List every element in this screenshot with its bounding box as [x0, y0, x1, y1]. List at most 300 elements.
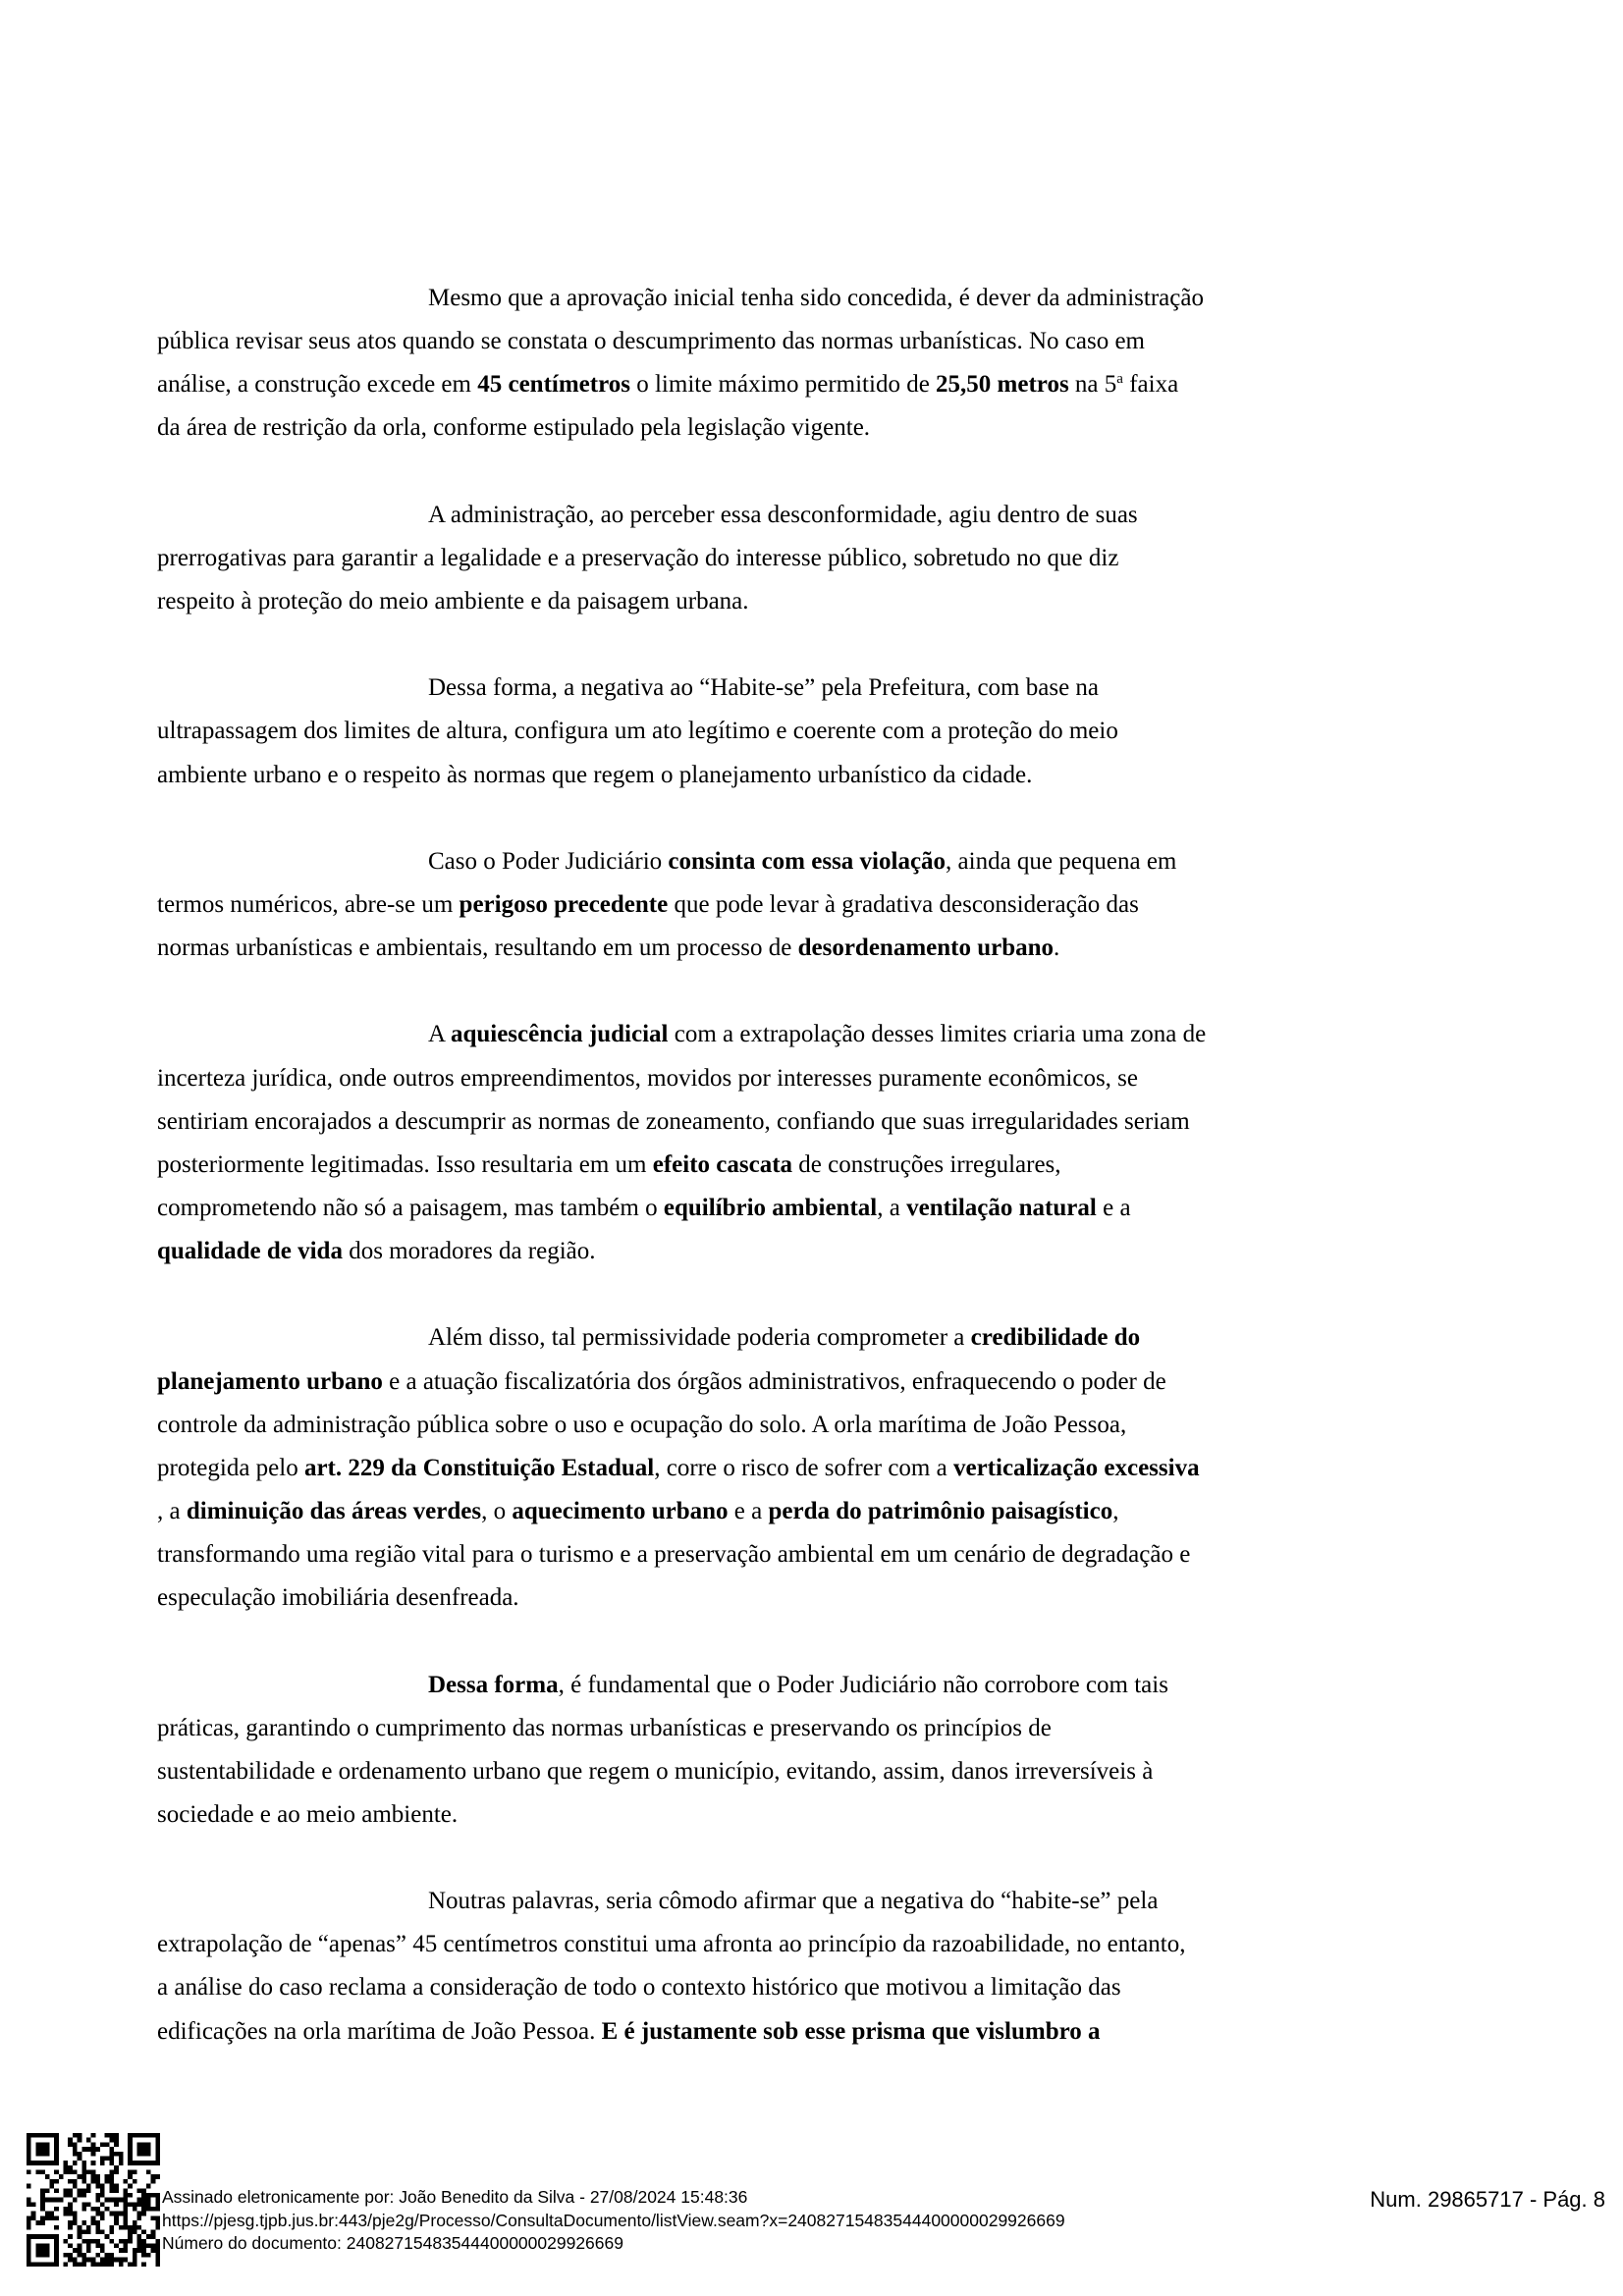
qr-module: [100, 2161, 105, 2165]
qr-module: [35, 2244, 40, 2249]
qr-module: [27, 2202, 31, 2207]
bold-text: aquecimento urbano: [512, 1497, 729, 1524]
qr-module: [146, 2234, 151, 2239]
qr-module: [123, 2202, 128, 2207]
qr-module: [68, 2207, 73, 2212]
qr-module: [133, 2179, 137, 2184]
qr-module: [86, 2229, 91, 2234]
qr-module: [100, 2142, 105, 2147]
qr-module: [114, 2170, 119, 2175]
qr-module: [146, 2244, 151, 2249]
qr-module: [109, 2184, 114, 2189]
qr-module: [68, 2188, 73, 2193]
qr-module: [109, 2133, 114, 2138]
qr-module: [155, 2239, 160, 2244]
paragraph: [157, 277, 1434, 451]
qr-module: [123, 2193, 128, 2198]
qr-module: [137, 2225, 142, 2230]
qr-module: [49, 2179, 54, 2184]
qr-module: [27, 2133, 31, 2138]
text-line: [157, 580, 1434, 623]
qr-module: [119, 2152, 124, 2157]
bold-text: art. 229 da Constituição Estadual: [303, 1454, 655, 1481]
qr-module: [105, 2234, 110, 2239]
qr-module: [31, 2212, 36, 2216]
qr-module: [64, 2165, 69, 2170]
qr-module: [64, 2207, 69, 2212]
qr-module: [137, 2198, 142, 2203]
qr-module: [54, 2170, 59, 2175]
text-run: , a: [877, 1194, 907, 1221]
qr-module: [54, 2152, 59, 2157]
qr-module: [78, 2152, 82, 2157]
qr-module: [54, 2142, 59, 2147]
qr-module: [146, 2133, 151, 2138]
qr-module: [95, 2179, 100, 2184]
qr-module: [114, 2138, 119, 2143]
qr-module: [68, 2142, 73, 2147]
qr-module: [31, 2133, 36, 2138]
qr-module: [141, 2152, 146, 2157]
text-line: [157, 1707, 1434, 1750]
qr-module: [137, 2202, 142, 2207]
qr-module: [54, 2133, 59, 2138]
qr-module: [141, 2239, 146, 2244]
qr-module: [151, 2248, 156, 2253]
qr-module: [73, 2170, 78, 2175]
qr-module: [35, 2248, 40, 2253]
qr-module: [119, 2239, 124, 2244]
bold-text: E é justamente sob esse prisma que vislumbro a: [601, 2017, 1101, 2045]
text-run: Dessa forma, a negativa ao “Habite-se” pela Prefeitura, com base na: [428, 674, 1100, 702]
qr-module: [100, 2244, 105, 2249]
qr-module: [81, 2193, 86, 2198]
qr-module: [49, 2234, 54, 2239]
qr-module: [109, 2138, 114, 2143]
qr-module: [151, 2133, 156, 2138]
qr-module: [109, 2229, 114, 2234]
paragraph-spacer: [157, 1273, 1434, 1316]
qr-module: [128, 2202, 133, 2207]
qr-module: [27, 2161, 31, 2165]
qr-module: [151, 2161, 156, 2165]
text-line: [157, 2010, 1434, 2054]
qr-module: [40, 2152, 45, 2157]
qr-module: [146, 2202, 151, 2207]
qr-module: [119, 2262, 124, 2267]
qr-module: [27, 2234, 31, 2239]
qr-module: [45, 2133, 50, 2138]
qr-module: [109, 2262, 114, 2267]
text-line: [157, 1447, 1434, 1490]
qr-module: [86, 2248, 91, 2253]
qr-module: [54, 2156, 59, 2161]
qr-module: [100, 2156, 105, 2161]
qr-module: [27, 2248, 31, 2253]
qr-module: [78, 2225, 82, 2230]
qr-module: [109, 2174, 114, 2179]
qr-module: [40, 2188, 45, 2193]
qr-module: [54, 2207, 59, 2212]
qr-module: [114, 2244, 119, 2249]
qr-module: [128, 2262, 133, 2267]
qr-module: [133, 2202, 137, 2207]
qr-module: [45, 2174, 50, 2179]
qr-module: [27, 2170, 31, 2175]
qr-module: [95, 2147, 100, 2152]
qr-module: [141, 2161, 146, 2165]
qr-module: [54, 2262, 59, 2267]
qr-module: [119, 2156, 124, 2161]
bold-text: ventilação natural: [906, 1194, 1097, 1221]
qr-module: [141, 2244, 146, 2249]
qr-module: [40, 2207, 45, 2212]
qr-module: [119, 2198, 124, 2203]
qr-module: [91, 2207, 96, 2212]
qr-module: [95, 2262, 100, 2267]
qr-module: [45, 2142, 50, 2147]
qr-module: [133, 2133, 137, 2138]
text-line: [157, 840, 1434, 883]
qr-module: [49, 2161, 54, 2165]
qr-module: [64, 2161, 69, 2165]
qr-module: [141, 2142, 146, 2147]
qr-module: [81, 2229, 86, 2234]
qr-module: [45, 2253, 50, 2258]
qr-module: [137, 2147, 142, 2152]
qr-module: [78, 2253, 82, 2258]
qr-module: [123, 2216, 128, 2220]
qr-module: [95, 2244, 100, 2249]
qr-module: [54, 2239, 59, 2244]
qr-module: [123, 2248, 128, 2253]
qr-module: [141, 2229, 146, 2234]
paragraph: [157, 1013, 1434, 1273]
qr-module: [155, 2174, 160, 2179]
qr-module: [64, 2188, 69, 2193]
text-run: Caso o Poder Judiciário: [428, 847, 669, 875]
signature-block: [162, 2186, 1065, 2256]
text-run: transformando uma região vital para o turismo e a preservação ambiental em um cenário de degradação e: [157, 1541, 1191, 1569]
qr-module: [91, 2258, 96, 2263]
qr-module: [109, 2156, 114, 2161]
text-run: respeito à proteção do meio ambiente e da paisagem urbana.: [157, 587, 749, 614]
qr-module: [73, 2248, 78, 2253]
qr-module: [114, 2188, 119, 2193]
qr-module: [133, 2248, 137, 2253]
qr-module: [73, 2161, 78, 2165]
qr-module: [128, 2184, 133, 2189]
qr-module: [141, 2147, 146, 2152]
qr-module: [49, 2133, 54, 2138]
qr-module: [100, 2188, 105, 2193]
qr-module: [40, 2147, 45, 2152]
text-run: sentiriam encorajados a descumprir as normas de zoneamento, confiando que suas irregularidades seriam: [157, 1107, 1190, 1135]
qr-module: [91, 2142, 96, 2147]
bold-text: 25,50 metros: [936, 371, 1069, 399]
document-url[interactable]: https://pjesg.tjpb.jus.br:443/pje2g/Processo/ConsultaDocumento/listView.seam?x=24082715483544400000029926669: [162, 2210, 1065, 2230]
qr-module: [27, 2198, 31, 2203]
qr-module: [78, 2248, 82, 2253]
text-run: prerrogativas para garantir a legalidade e a preservação do interesse público, sobretudo no que diz: [157, 544, 1119, 571]
text-run: edificações na orla marítima de João Pessoa.: [157, 2017, 602, 2045]
qr-module: [27, 2239, 31, 2244]
text-line: [157, 537, 1434, 580]
qr-module: [91, 2170, 96, 2175]
qr-module: [91, 2216, 96, 2220]
qr-module: [78, 2156, 82, 2161]
qr-module: [68, 2193, 73, 2198]
qr-module: [95, 2229, 100, 2234]
qr-module: [128, 2156, 133, 2161]
qr-module: [81, 2253, 86, 2258]
text-line: [157, 1576, 1434, 1620]
text-line: [157, 883, 1434, 927]
qr-module: [141, 2207, 146, 2212]
qr-module: [45, 2198, 50, 2203]
bold-text: Dessa forma: [428, 1671, 559, 1698]
qr-module: [155, 2202, 160, 2207]
qr-module: [141, 2253, 146, 2258]
qr-module: [109, 2225, 114, 2230]
qr-module: [146, 2207, 151, 2212]
qr-module: [155, 2248, 160, 2253]
qr-module: [45, 2212, 50, 2216]
text-run: A: [428, 1021, 451, 1048]
qr-module: [73, 2216, 78, 2220]
qr-module: [91, 2174, 96, 2179]
qr-module: [68, 2202, 73, 2207]
qr-module: [123, 2220, 128, 2225]
qr-module: [151, 2174, 156, 2179]
qr-module: [133, 2220, 137, 2225]
qr-module: [45, 2234, 50, 2239]
qr-module: [133, 2170, 137, 2175]
qr-module: [155, 2138, 160, 2143]
qr-module: [81, 2207, 86, 2212]
qr-module: [35, 2262, 40, 2267]
qr-module: [137, 2161, 142, 2165]
qr-module: [105, 2207, 110, 2212]
qr-module: [78, 2234, 82, 2239]
qr-module: [151, 2193, 156, 2198]
qr-module: [109, 2253, 114, 2258]
qr-module: [114, 2216, 119, 2220]
qr-module: [54, 2138, 59, 2143]
qr-module: [105, 2133, 110, 2138]
qr-module: [109, 2239, 114, 2244]
qr-module: [54, 2225, 59, 2230]
qr-module: [109, 2212, 114, 2216]
qr-module: [100, 2193, 105, 2198]
qr-module: [54, 2253, 59, 2258]
qr-module: [49, 2216, 54, 2220]
document-number: Número do documento: 24082715483544400000029926669: [162, 2233, 623, 2253]
qr-module: [68, 2165, 73, 2170]
qr-module: [81, 2220, 86, 2225]
qr-module: [54, 2188, 59, 2193]
qr-module: [49, 2198, 54, 2203]
qr-module: [155, 2133, 160, 2138]
qr-module: [86, 2239, 91, 2244]
qr-module: [35, 2142, 40, 2147]
qr-module: [49, 2212, 54, 2216]
qr-module: [155, 2258, 160, 2263]
qr-module: [59, 2174, 64, 2179]
text-line: [157, 363, 1434, 406]
qr-module: [137, 2244, 142, 2249]
text-line: [157, 1187, 1434, 1230]
text-run: , a: [157, 1497, 187, 1524]
qr-module: [114, 2184, 119, 2189]
qr-module: [35, 2161, 40, 2165]
qr-module: [81, 2188, 86, 2193]
qr-code-icon: [27, 2133, 160, 2267]
qr-module: [109, 2188, 114, 2193]
text-line: [157, 320, 1434, 363]
text-run: , o: [481, 1497, 513, 1524]
qr-module: [68, 2244, 73, 2249]
qr-module: [133, 2229, 137, 2234]
qr-module: [128, 2229, 133, 2234]
text-line: [157, 710, 1434, 753]
qr-module: [155, 2156, 160, 2161]
text-line: [157, 1793, 1434, 1837]
qr-module: [45, 2248, 50, 2253]
qr-module: [95, 2225, 100, 2230]
qr-module: [40, 2262, 45, 2267]
qr-module: [100, 2258, 105, 2263]
text-run: ,: [1112, 1497, 1119, 1524]
text-line: [157, 1230, 1434, 1273]
qr-module: [109, 2179, 114, 2184]
qr-module: [54, 2147, 59, 2152]
qr-module: [40, 2161, 45, 2165]
qr-module: [49, 2184, 54, 2189]
qr-module: [78, 2193, 82, 2198]
qr-module: [86, 2170, 91, 2175]
qr-module: [141, 2188, 146, 2193]
qr-module: [86, 2258, 91, 2263]
qr-module: [81, 2202, 86, 2207]
text-run: normas urbanísticas e ambientais, resultando em um processo de: [157, 934, 798, 962]
text-line: [157, 1013, 1434, 1056]
qr-module: [31, 2216, 36, 2220]
text-line: [157, 1100, 1434, 1144]
qr-module: [35, 2147, 40, 2152]
qr-module: [155, 2207, 160, 2212]
text-run: e a: [728, 1497, 769, 1524]
qr-module: [105, 2262, 110, 2267]
qr-module: [114, 2152, 119, 2157]
qr-module: [27, 2184, 31, 2189]
qr-module: [73, 2152, 78, 2157]
qr-module: [105, 2258, 110, 2263]
qr-module: [123, 2207, 128, 2212]
qr-module: [114, 2258, 119, 2263]
text-line: [157, 406, 1434, 450]
bold-text: qualidade de vida: [157, 1238, 343, 1265]
qr-module: [151, 2244, 156, 2249]
qr-module: [146, 2142, 151, 2147]
qr-module: [45, 2188, 50, 2193]
qr-module: [119, 2212, 124, 2216]
text-run: incerteza jurídica, onde outros empreendimentos, movidos por interesses puramente econômicos, se: [157, 1064, 1138, 1092]
qr-module: [81, 2165, 86, 2170]
qr-module: [54, 2198, 59, 2203]
qr-module: [114, 2202, 119, 2207]
qr-module: [78, 2138, 82, 2143]
qr-module: [109, 2198, 114, 2203]
qr-module: [141, 2198, 146, 2203]
paragraph: [157, 1316, 1434, 1620]
qr-module: [133, 2225, 137, 2230]
qr-module: [64, 2170, 69, 2175]
qr-module: [81, 2239, 86, 2244]
qr-module: [73, 2262, 78, 2267]
qr-module: [95, 2207, 100, 2212]
qr-module: [45, 2147, 50, 2152]
bold-text: aquiescência judicial: [450, 1021, 669, 1048]
qr-module: [133, 2207, 137, 2212]
qr-module: [151, 2207, 156, 2212]
qr-module: [119, 2248, 124, 2253]
qr-module: [141, 2202, 146, 2207]
qr-module: [128, 2142, 133, 2147]
qr-module: [100, 2248, 105, 2253]
qr-module: [86, 2188, 91, 2193]
qr-module: [100, 2184, 105, 2189]
qr-module: [27, 2244, 31, 2249]
qr-module: [35, 2133, 40, 2138]
text-line: [157, 1316, 1434, 1360]
qr-module: [54, 2234, 59, 2239]
qr-module: [128, 2193, 133, 2198]
qr-module: [114, 2212, 119, 2216]
qr-module: [45, 2161, 50, 2165]
qr-module: [64, 2193, 69, 2198]
text-run: ambiente urbano e o respeito às normas que regem o planejamento urbanístico da cidade.: [157, 761, 1033, 788]
qr-module: [68, 2220, 73, 2225]
qr-module: [141, 2212, 146, 2216]
qr-module: [155, 2147, 160, 2152]
qr-module: [81, 2258, 86, 2263]
bold-text: equilíbrio ambiental: [663, 1194, 878, 1221]
qr-module: [137, 2248, 142, 2253]
qr-module: [137, 2133, 142, 2138]
qr-module: [119, 2258, 124, 2263]
qr-module: [64, 2262, 69, 2267]
qr-module: [81, 2161, 86, 2165]
qr-module: [35, 2253, 40, 2258]
qr-module: [68, 2212, 73, 2216]
qr-module: [40, 2248, 45, 2253]
qr-module: [151, 2216, 156, 2220]
text-run: controle da administração pública sobre o uso e ocupação do solo. A orla marítima de João Pessoa,: [157, 1411, 1127, 1438]
paragraph: [157, 667, 1434, 796]
qr-module: [100, 2202, 105, 2207]
qr-module: [40, 2244, 45, 2249]
qr-module: [27, 2253, 31, 2258]
qr-module: [141, 2262, 146, 2267]
qr-module: [141, 2248, 146, 2253]
bold-text: perigoso precedente: [459, 890, 669, 918]
qr-module: [128, 2239, 133, 2244]
qr-module: [155, 2216, 160, 2220]
qr-module: [27, 2138, 31, 2143]
text-run: práticas, garantindo o cumprimento das normas urbanísticas e preservando os princípios de: [157, 1714, 1052, 1741]
qr-module: [109, 2152, 114, 2157]
